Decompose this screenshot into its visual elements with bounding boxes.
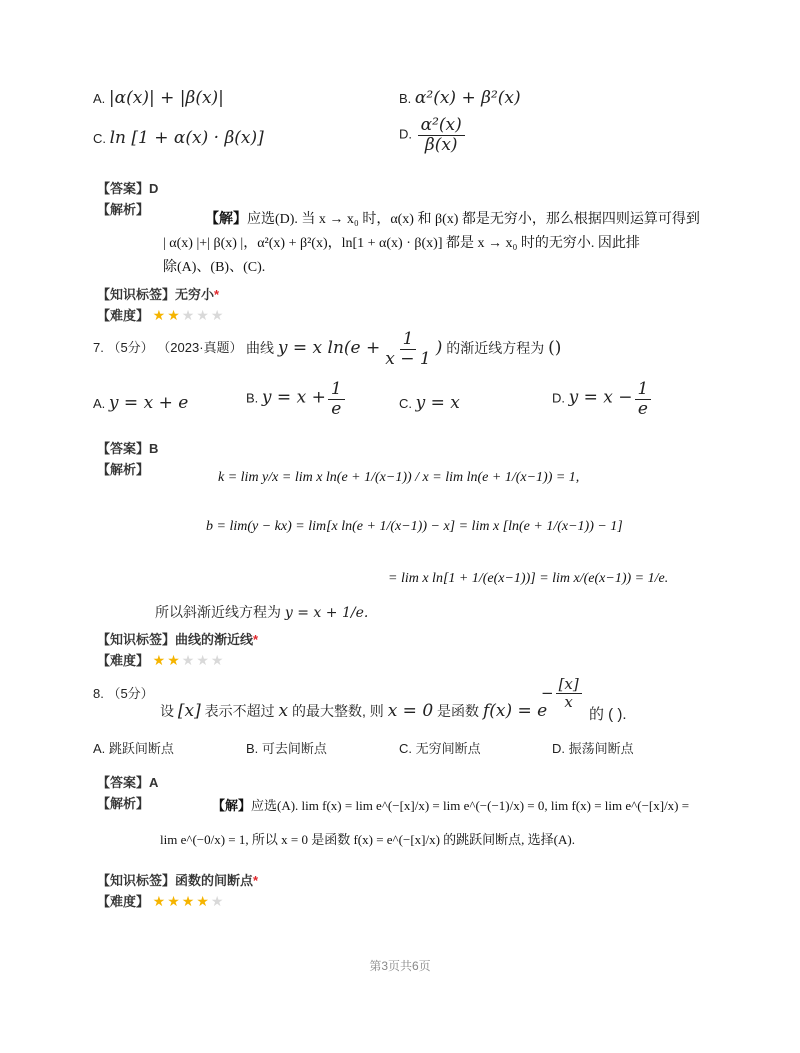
q8-analysis-tag: 【解析】: [97, 796, 150, 811]
q8-stem-end: 的 ( ).: [589, 706, 627, 723]
star-icon: ★: [210, 893, 224, 909]
star-icon: ★: [152, 307, 166, 323]
page-number: 第3页共6页: [369, 959, 431, 973]
q8-header: 8. （5分）: [93, 686, 154, 701]
star-icon: ★: [167, 893, 180, 909]
star-icon: ★: [196, 652, 209, 668]
star-icon: ★: [210, 652, 224, 668]
difficulty-stars: [153, 307, 226, 324]
q6-solution-line1: 【解】应选(D). 当 x → x₀ 时，α(x) 和 β(x) 都是无穷小，那么根据四则运算可得到: [205, 212, 700, 227]
q6-option-d: D. $\frac{\text{α²(x)}}{\beta(x)}$: [399, 116, 467, 154]
star-icon: ★: [181, 652, 195, 668]
q6-analysis-tag: 【解析】: [97, 202, 150, 217]
q7-analysis-tag: 【解析】: [97, 462, 150, 477]
q7-header: 7. （5分） （2023·真题）: [93, 340, 243, 355]
q7-k-line: k = lim y/x = lim x ln(e + 1/(x−1)) / x = lim ln(e + 1/(x−1)) = 1,: [218, 470, 580, 485]
q8-solution-line1: 【解】应选(A). lim f(x) = lim e^(−[x]/x) = lim e^(−(−1)/x) = 0, lim f(x) = lim e^(−[x]/x) =: [212, 798, 690, 813]
q7-option-d: D. y = x − $\frac{1}{e}$: [552, 380, 653, 418]
q7-option-c: C. y = x: [399, 393, 460, 413]
star-icon: ★: [167, 307, 180, 323]
q8-exponent: − $\frac{[x]}{x}$: [541, 676, 584, 710]
star-icon: ★: [210, 307, 224, 323]
q8-option-c: C. 无穷间断点: [399, 741, 481, 756]
q8-option-d: D. 振荡间断点: [552, 741, 634, 756]
q7-conclusion: 所以斜渐近线方程为 y = x + 1/e.: [155, 604, 369, 621]
q8-option-a: A. 跳跃间断点: [93, 741, 174, 756]
q7-option-b: B. y = x + $\frac{1}{e}$: [246, 380, 347, 418]
q6-solution-line3: 除(A)、(B)、(C).: [163, 260, 266, 275]
q8-knowledge: 【知识标签】函数的间断点*: [97, 873, 259, 888]
star-icon: ★: [196, 893, 209, 909]
q7-difficulty: 【难度】 ★ ★ ★ ★ ★: [97, 652, 224, 668]
star-icon: ★: [181, 893, 195, 909]
q6-answer: 【答案】D: [97, 181, 159, 196]
q8-difficulty: 【难度】 ★ ★ ★ ★ ★: [97, 893, 224, 909]
q6-option-c: C. ln [1 + α(x) · β(x)]: [93, 128, 264, 148]
star-icon: ★: [167, 652, 180, 668]
q8-answer: 【答案】A: [97, 775, 159, 790]
q7-b-line2: = lim x ln[1 + 1/(e(x−1))] = lim x/(e(x−1)) = 1/e.: [388, 571, 669, 586]
difficulty-stars: [153, 893, 226, 910]
q6-solution-line2: | α(x) |+| β(x) |，α²(x) + β²(x)，ln[1 + α(x) · β(x)] 都是 x → x₀ 时的无穷小. 因此排: [163, 236, 640, 251]
star-icon: ★: [196, 307, 209, 323]
q7-knowledge: 【知识标签】曲线的渐近线*: [97, 632, 259, 647]
q7-option-a: A. y = x + e: [93, 393, 189, 413]
difficulty-stars: [153, 652, 226, 669]
q8-option-b: B. 可去间断点: [246, 741, 327, 756]
q6-option-a: A. |α(x)| + |β(x)|: [93, 88, 224, 108]
star-icon: ★: [152, 652, 166, 668]
q6-knowledge: 【知识标签】无穷小*: [97, 287, 220, 302]
q7-stem: 曲线 y = x ln(e + $\frac{1}{x - 1}$ ) 的渐近线方程为 (): [246, 329, 562, 369]
q8-solution-line2: lim e^(−0/x) = 1, 所以 x = 0 是函数 f(x) = e^(−[x]/x) 的跳跃间断点, 选择(A).: [160, 832, 575, 847]
star-icon: ★: [152, 893, 166, 909]
q7-answer: 【答案】B: [97, 441, 159, 456]
q8-stem: 设 [x] 表示不超过 x 的最大整数, 则 x = 0 是函数 f(x) = e: [160, 701, 548, 721]
q6-option-b: B. α²(x) + β²(x): [399, 88, 521, 108]
q7-b-line1: b = lim(y − kx) = lim[x ln(e + 1/(x−1)) − x] = lim x [ln(e + 1/(x−1)) − 1]: [206, 519, 623, 534]
q6-difficulty: 【难度】 ★ ★ ★ ★ ★: [97, 307, 224, 323]
star-icon: ★: [181, 307, 195, 323]
